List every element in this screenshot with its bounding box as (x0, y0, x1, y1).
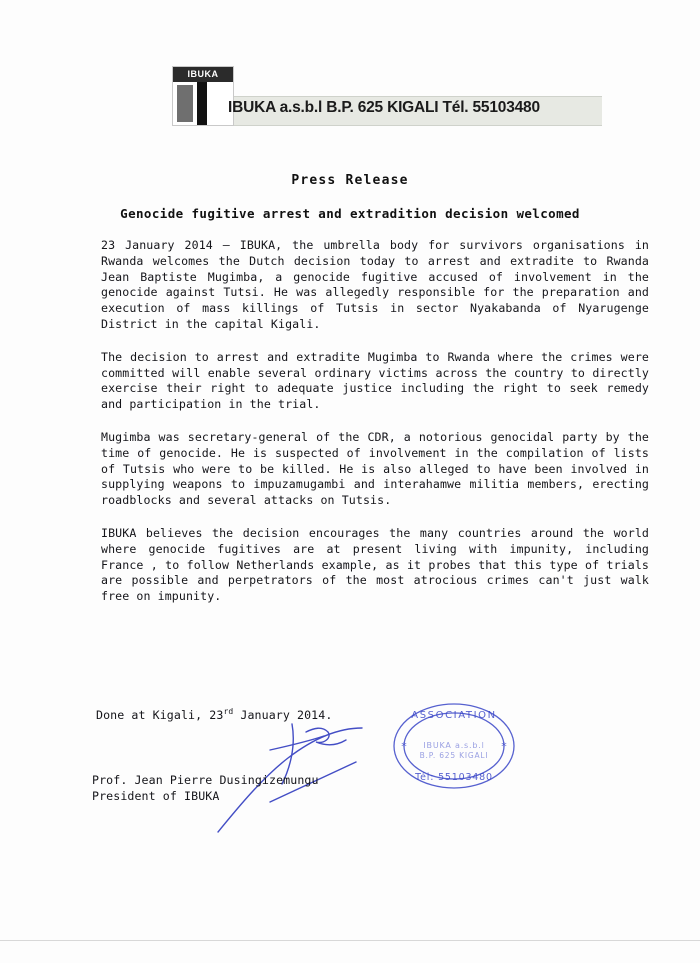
date-line (96, 707, 332, 722)
paragraph: 23 January 2014 – IBUKA, the umbrella body for survivors organisations in Rwanda welcomes the Dutch decision today to arrest and extradite to Rwanda Jean Baptiste Mugimba, a genocide fugitive accused of involvement in the genocide against Tutsi. He was allegedly responsible for the preparation and execution of mass killings of Tutsis in sector Nyakabanda of Nyarugenge District in the capital Kigali. (101, 238, 649, 331)
signer-name: Prof. Jean Pierre Dusingizemungu (92, 773, 319, 787)
svg-text:*: * (501, 740, 507, 753)
document-body (101, 238, 649, 622)
letterhead-address: IBUKA a.s.b.l B.P. 625 KIGALI Tél. 55103480 (228, 99, 540, 116)
logo-label: IBUKA (173, 67, 233, 82)
svg-text:B.P. 625 KIGALI: B.P. 625 KIGALI (419, 751, 489, 760)
signer-block (92, 772, 319, 804)
signer-title: President of IBUKA (92, 789, 220, 803)
press-release-label: Press Release (291, 173, 409, 188)
svg-text:ASSOCIATION: ASSOCIATION (411, 710, 497, 721)
svg-text:IBUKA a.s.b.l: IBUKA a.s.b.l (423, 741, 485, 750)
svg-text:Tél: 55103480: Tél: 55103480 (415, 772, 493, 783)
official-stamp (388, 700, 520, 792)
date-ordinal: rd (223, 707, 234, 716)
ibuka-logo (172, 66, 234, 126)
date-line-prefix: Done at Kigali, 23 (96, 707, 224, 722)
paragraph: Mugimba was secretary-general of the CDR, a notorious genocidal party by the time of genocide. He is suspected of involvement in the compilation of lists of Tutsis who were to be killed. He is also alleged to have been involved in supplying weapons to impuzamugambi and interahamwe militia members, erecting roadblocks and several attacks on Tutsis. (101, 429, 649, 508)
signature-mark (210, 706, 430, 836)
page-title: Genocide fugitive arrest and extradition decision welcomed (120, 206, 580, 221)
letterhead (172, 66, 602, 128)
paragraph: IBUKA believes the decision encourages the many countries around the world where genocide fugitives are at present living with impunity, including France , to follow Netherlands example, as it probes that this type of trials are possible and perpetrators of the most atrocious crimes can't just walk free on impunity. (101, 525, 649, 604)
date-line-suffix: January 2014. (233, 707, 333, 722)
svg-text:*: * (401, 740, 407, 753)
logo-bars-icon (173, 82, 233, 125)
paragraph: The decision to arrest and extradite Mugimba to Rwanda where the crimes were committed will enable several ordinary victims across the country to directly exercise their right to adequate justice including the right to seek remedy and participation in the trial. (101, 349, 649, 412)
footer-divider (0, 940, 700, 941)
